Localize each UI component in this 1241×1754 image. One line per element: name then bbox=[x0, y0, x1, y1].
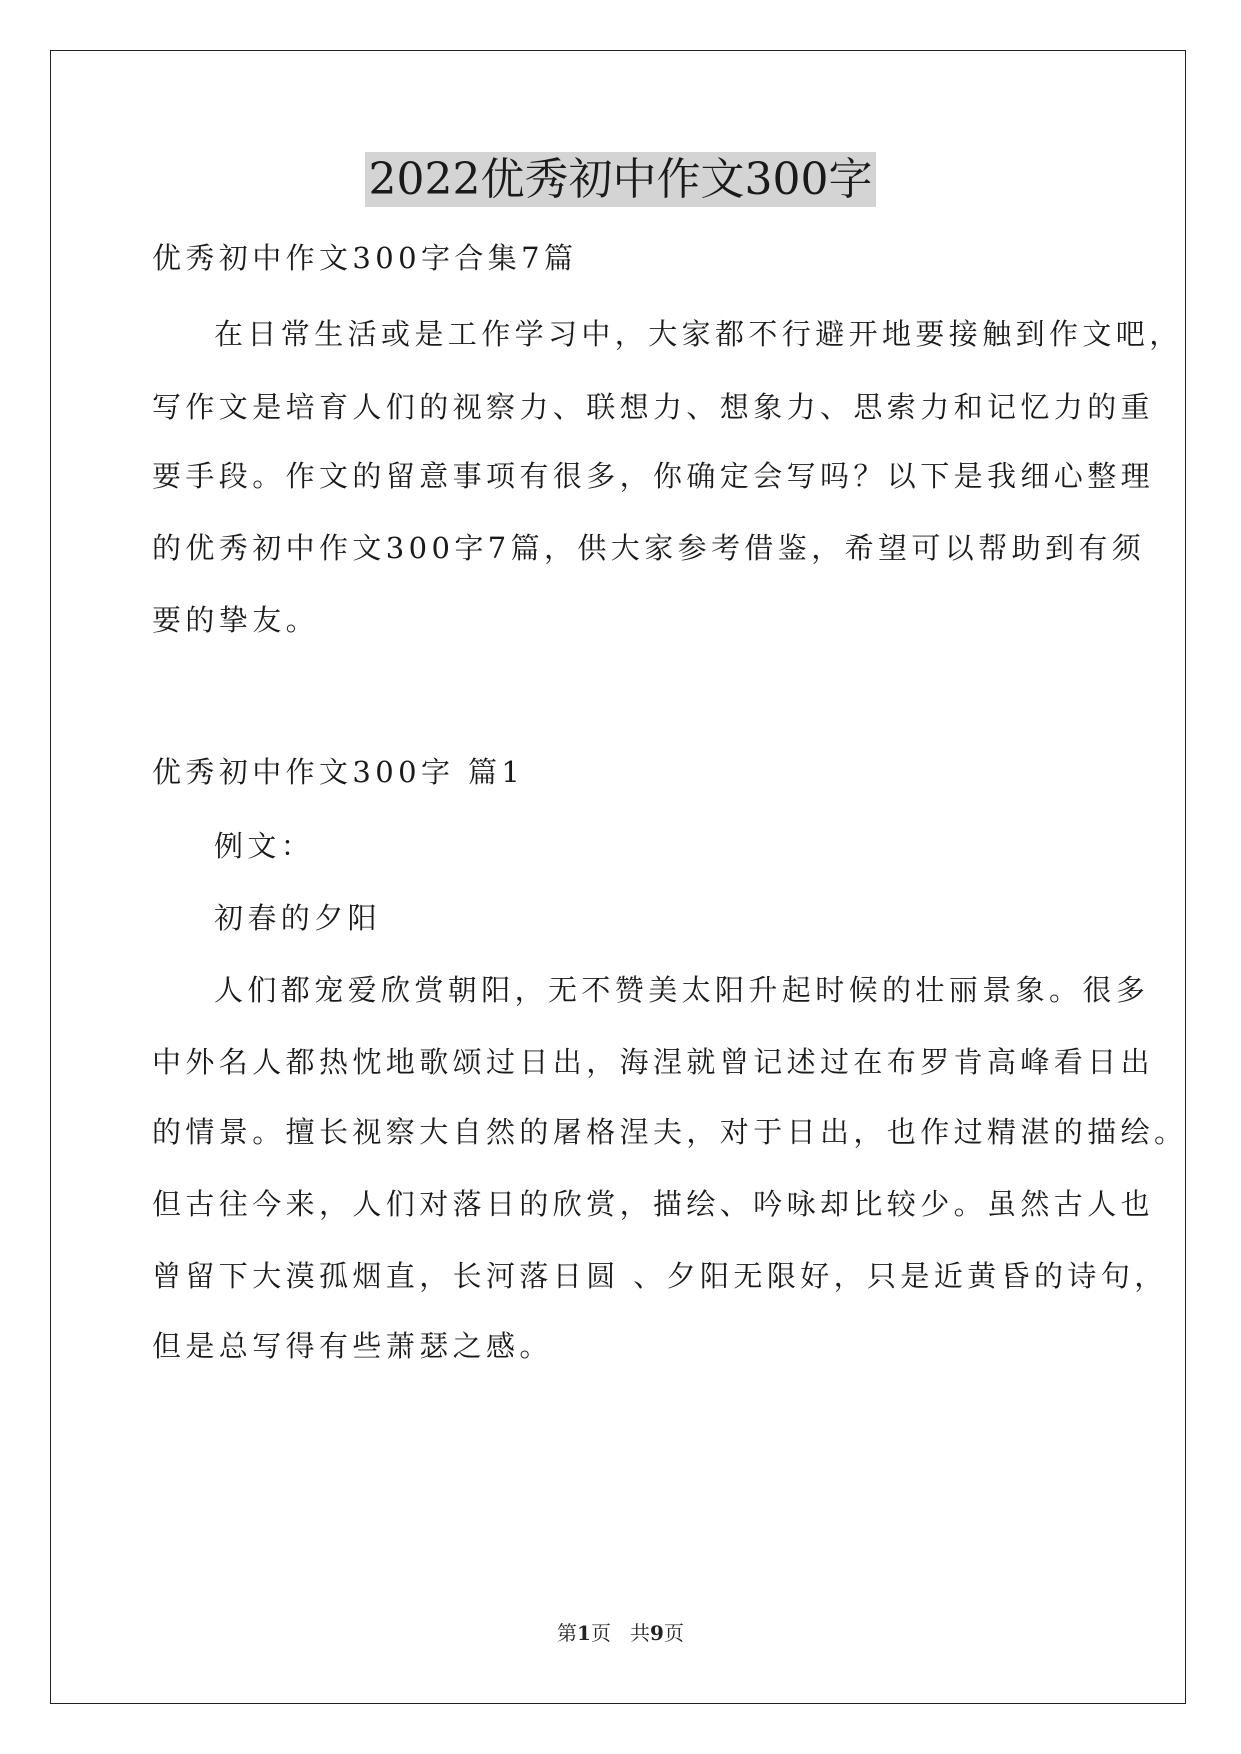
footer-page-current: 1 bbox=[577, 1621, 591, 1645]
footer-page-suffix: 页 bbox=[663, 1621, 684, 1645]
document-subtitle: 优秀初中作文300字合集7篇 bbox=[152, 241, 578, 275]
page-footer bbox=[0, 1620, 1241, 1646]
document-title bbox=[0, 148, 1241, 212]
intro-line: 要手段。作文的留意事项有很多，你确定会写吗？以下是我细心整理 bbox=[152, 459, 1155, 493]
page-border bbox=[50, 50, 1186, 1704]
intro-line: 的优秀初中作文300字7篇，供大家参考借鉴，希望可以帮助到有须 bbox=[152, 531, 1146, 565]
section-heading: 优秀初中作文300字 篇1 bbox=[152, 755, 525, 789]
essay-line: 但古往今来，人们对落日的欣赏，描绘、吟咏却比较少。虽然古人也 bbox=[152, 1187, 1155, 1221]
intro-line: 在日常生活或是工作学习中，大家都不行避开地要接触到作文吧， bbox=[214, 317, 1183, 351]
essay-title: 初春的夕阳 bbox=[214, 901, 382, 935]
footer-page-mid: 页 共 bbox=[590, 1621, 651, 1645]
essay-line: 曾留下大漠孤烟直，长河落日圆 、夕阳无限好，只是近黄昏的诗句， bbox=[152, 1259, 1168, 1293]
intro-line: 要的挚友。 bbox=[152, 603, 320, 637]
example-label: 例文： bbox=[214, 829, 315, 863]
essay-line: 但是总写得有些萧瑟之感。 bbox=[152, 1329, 553, 1363]
essay-line: 的情景。擅长视察大自然的屠格涅夫，对于日出，也作过精湛的描绘。 bbox=[152, 1115, 1188, 1149]
document-title-text: 2022优秀初中作文300字 bbox=[365, 152, 877, 207]
footer-page-prefix: 第 bbox=[557, 1621, 578, 1645]
intro-line: 写作文是培育人们的视察力、联想力、想象力、思索力和记忆力的重 bbox=[152, 390, 1155, 424]
essay-line: 中外名人都热忱地歌颂过日出，海涅就曾记述过在布罗肯高峰看日出 bbox=[152, 1045, 1155, 1079]
footer-page-total: 9 bbox=[650, 1621, 664, 1645]
essay-line: 人们都宠爱欣赏朝阳，无不赞美太阳升起时候的壮丽景象。很多 bbox=[214, 973, 1150, 1007]
